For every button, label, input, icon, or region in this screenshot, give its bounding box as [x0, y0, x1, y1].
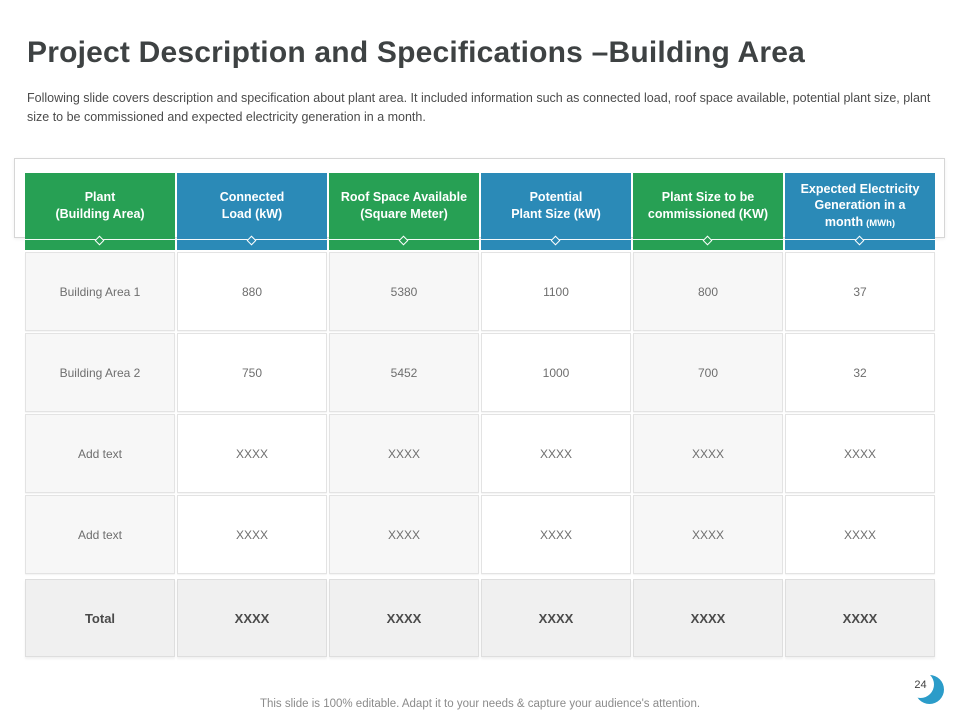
col-header-connected-load — [177, 173, 327, 250]
col-header-expected-generation — [785, 173, 935, 250]
table-row — [25, 414, 935, 493]
placeholder-cell[interactable]: XXXX — [329, 495, 479, 574]
placeholder-cell[interactable]: XXXX — [329, 414, 479, 493]
data-cell: 800 — [633, 252, 783, 331]
col-header-label: commissioned (KW) — [647, 206, 769, 221]
placeholder-cell[interactable]: XXXX — [785, 495, 935, 574]
placeholder-cell[interactable]: XXXX — [177, 495, 327, 574]
table-total-row — [25, 579, 935, 657]
col-header-label: Generation in a — [814, 198, 906, 213]
placeholder-cell[interactable]: XXXX — [785, 414, 935, 493]
data-cell: 700 — [633, 333, 783, 412]
col-header-label: Expected Electricity — [800, 182, 920, 197]
col-header-label: Load (kW) — [221, 206, 283, 221]
table-row — [25, 495, 935, 574]
col-header-label: Plant — [84, 190, 116, 205]
placeholder-cell[interactable]: XXXX — [633, 414, 783, 493]
diamond-icon — [95, 235, 105, 245]
placeholder-label-cell[interactable]: Add text — [25, 495, 175, 574]
specs-table — [25, 173, 935, 657]
placeholder-cell[interactable]: XXXX — [481, 414, 631, 493]
placeholder-cell[interactable]: XXXX — [633, 495, 783, 574]
diamond-icon — [247, 235, 257, 245]
col-header-potential-plant-size — [481, 173, 631, 250]
diamond-icon — [855, 235, 865, 245]
page-number: 24 — [907, 671, 934, 698]
table-row — [25, 252, 935, 331]
total-label-cell: Total — [25, 579, 175, 657]
data-cell: 880 — [177, 252, 327, 331]
col-header-unit: (MWh) — [866, 217, 896, 229]
data-cell: 37 — [785, 252, 935, 331]
placeholder-cell[interactable]: XXXX — [481, 495, 631, 574]
total-cell[interactable]: XXXX — [633, 579, 783, 657]
diamond-icon — [399, 235, 409, 245]
col-header-label: Roof Space Available — [340, 190, 468, 205]
col-header-label: Potential — [529, 190, 583, 205]
data-cell: 5452 — [329, 333, 479, 412]
col-header-plant-size-commissioned — [633, 173, 783, 250]
placeholder-cell[interactable]: XXXX — [177, 414, 327, 493]
row-label-cell: Building Area 2 — [25, 333, 175, 412]
page-title: Project Description and Specifications –Building Area — [27, 36, 805, 69]
total-cell[interactable]: XXXX — [177, 579, 327, 657]
diamond-icon — [551, 235, 561, 245]
footer-note: This slide is 100% editable. Adapt it to your needs & capture your audience's attention. — [259, 698, 701, 710]
placeholder-label-cell[interactable]: Add text — [25, 414, 175, 493]
table-row — [25, 333, 935, 412]
col-header-plant — [25, 173, 175, 250]
page-number-badge — [906, 671, 944, 708]
slide-description: Following slide covers description and specification about plant area. It included information such as connected load, roof space available, potential plant size, plant size to be commissioned and expected electricity generation in a month. — [27, 91, 931, 125]
data-cell: 32 — [785, 333, 935, 412]
data-cell: 750 — [177, 333, 327, 412]
total-cell[interactable]: XXXX — [329, 579, 479, 657]
col-header-label: Connected — [219, 190, 285, 205]
col-header-label — [825, 214, 895, 230]
total-cell[interactable]: XXXX — [785, 579, 935, 657]
col-header-label: (Square Meter) — [360, 206, 448, 221]
row-label-cell: Building Area 1 — [25, 252, 175, 331]
data-cell: 1000 — [481, 333, 631, 412]
table-header-row — [25, 173, 935, 250]
col-header-label-part: month — [824, 214, 864, 229]
data-cell: 1100 — [481, 252, 631, 331]
col-header-roof-space — [329, 173, 479, 250]
col-header-label: (Building Area) — [55, 206, 145, 221]
table-body — [25, 252, 935, 657]
diamond-icon — [703, 235, 713, 245]
col-header-label: Plant Size to be — [661, 190, 755, 205]
data-cell: 5380 — [329, 252, 479, 331]
col-header-label: Plant Size (kW) — [511, 206, 601, 221]
total-cell[interactable]: XXXX — [481, 579, 631, 657]
